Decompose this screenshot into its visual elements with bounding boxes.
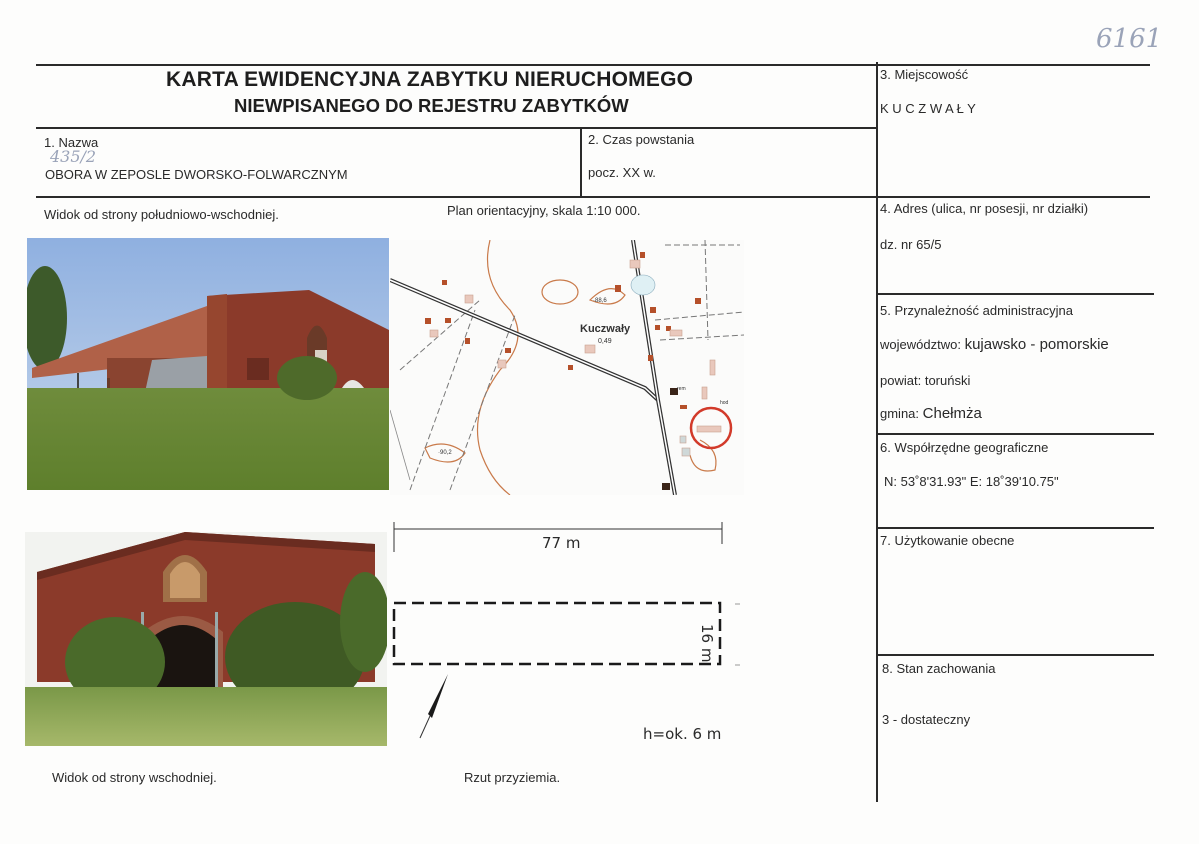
name-label: 1. Nazwa	[44, 135, 99, 150]
photo-bottom-caption: Widok od strony wschodniej.	[52, 770, 217, 785]
county-value: toruński	[924, 373, 971, 388]
map-elevation-1: ·88,6	[593, 298, 607, 304]
photo-southeast-view	[27, 238, 389, 490]
card-title-line1: KARTA EWIDENCYJNA ZABYTKU NIERUCHOMEGO	[166, 68, 694, 91]
map-caption: Plan orientacyjny, skala 1:10 000.	[447, 203, 641, 218]
address-value: dz. nr 65/5	[880, 237, 942, 252]
coords-bottom-border	[876, 527, 1154, 529]
time-value: pocz. XX w.	[588, 165, 656, 180]
card-title-line2: NIEWPISANEGO DO REJESTRU ZABYTKÓW	[234, 95, 629, 116]
photo-top-caption: Widok od strony południowo-wschodniej.	[44, 207, 279, 222]
address-label: 4. Adres (ulica, nr posesji, nr działki)	[880, 201, 1089, 216]
name-time-divider	[580, 127, 582, 197]
plan-caption: Rzut przyziemia.	[464, 770, 561, 785]
map-label-hod: hod	[720, 400, 729, 406]
top-border	[36, 64, 1150, 66]
commune-value: Chełmża	[922, 405, 982, 422]
map-label-rem: rem	[677, 386, 686, 392]
usage-label: 7. Użytkowanie obecne	[880, 533, 1015, 548]
commune-label: gmina:	[880, 406, 920, 421]
locality-value: K U C Z W A Ł Y	[880, 101, 976, 116]
coords-value: N: 53˚8'31.93" E: 18˚39'10.75"	[884, 474, 1059, 489]
map-place-name: Kuczwały	[580, 323, 631, 335]
admin-bottom-border	[876, 433, 1154, 435]
locality-label: 3. Miejscowość	[880, 67, 969, 82]
name-row-bottom-border	[36, 196, 1150, 198]
right-column-divider	[876, 62, 878, 802]
usage-bottom-border	[876, 654, 1154, 656]
plan-height-label: h=ok. 6 m	[643, 725, 722, 743]
county-row	[880, 373, 970, 388]
plan-length-label: 77 m	[542, 534, 581, 552]
photo-east-view	[25, 532, 387, 746]
condition-label: 8. Stan zachowania	[882, 661, 996, 676]
name-value: OBORA W ZEPOSLE DWORSKO-FOLWARCZNYM	[45, 167, 348, 182]
voivodeship-label: województwo:	[880, 337, 961, 352]
orientation-map	[390, 240, 744, 495]
register-number-handwritten: 435/2	[50, 147, 97, 166]
map-elevation-2: ·90,2	[438, 450, 452, 456]
county-label: powiat:	[880, 373, 922, 388]
time-label: 2. Czas powstania	[588, 132, 695, 147]
card-number-handwritten: 6161	[1096, 24, 1163, 54]
address-bottom-border	[876, 293, 1154, 295]
condition-value: 3 - dostateczny	[882, 712, 971, 727]
commune-row	[880, 405, 982, 422]
coords-label: 6. Współrzędne geograficzne	[880, 440, 1049, 455]
ground-plan	[390, 500, 744, 750]
title-bottom-border	[36, 127, 876, 129]
admin-label: 5. Przynależność administracyjna	[880, 303, 1073, 318]
map-place-sub: 0,49	[598, 338, 612, 345]
plan-width-label: 16 m	[698, 624, 716, 663]
voivodeship-value: kujawsko - pomorskie	[964, 336, 1109, 353]
north-arrow-icon	[428, 674, 448, 718]
voivodeship-row	[880, 336, 1109, 353]
